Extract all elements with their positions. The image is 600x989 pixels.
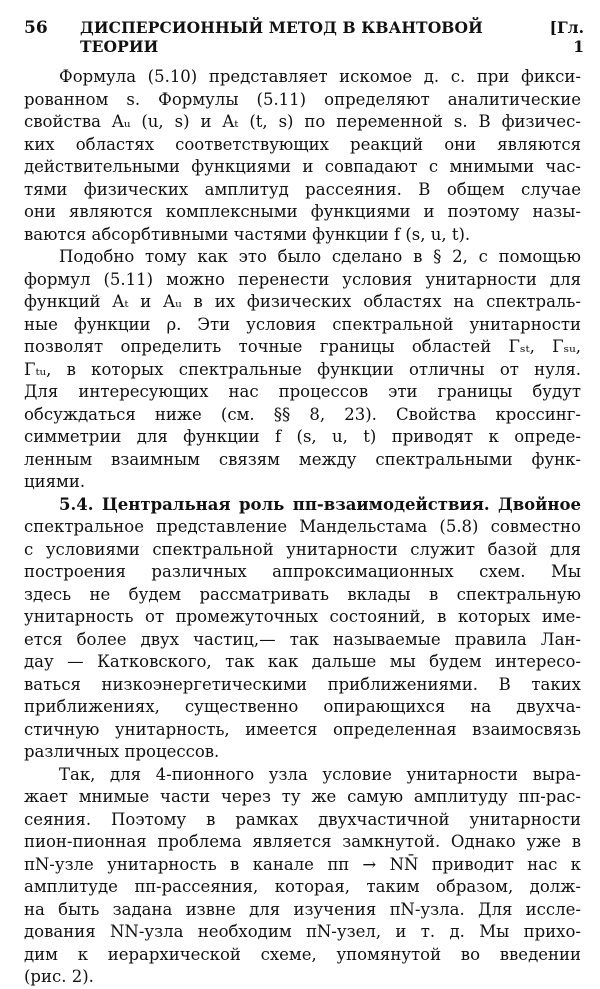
text-line: пион-пионная проблема является замкнутой. Однако уже в bbox=[24, 832, 581, 851]
text-line: здесь не будем рассматривать вклады в спектральную bbox=[24, 584, 581, 604]
text-line: спектральное представление Мандельстама (5.8) совместно bbox=[24, 517, 581, 536]
page-header bbox=[24, 18, 584, 56]
text-line: πN-узле унитарность в канале ππ → NN̄ приводит нас к bbox=[24, 854, 581, 874]
section-heading-line: 5.4. Центральная роль ππ-взаимодействия. Двойное bbox=[59, 494, 581, 514]
text-line: стичную унитарность, имеется определенная взаимосвязь bbox=[24, 719, 581, 739]
text-line: циями. bbox=[24, 472, 86, 491]
text-line: формул (5.11) можно перенести условия унитарности для bbox=[24, 269, 581, 289]
text-line: тями физических амплитуд рассеяния. В общем случае bbox=[24, 179, 581, 199]
text-line: обсуждаться ниже (см. §§ 8, 23). Свойства кроссинг- bbox=[24, 404, 581, 424]
text-line: построения различных аппроксимационных схем. Мы bbox=[24, 562, 581, 581]
text-line: Так, для 4-пионного узла условие унитарности выра- bbox=[59, 764, 581, 784]
text-line: ких областях соответствующих реакций они являются bbox=[24, 134, 581, 154]
chapter-marker: [Гл. 1 bbox=[549, 18, 584, 56]
text-line: унитарность от промежуточных состояний, в которых име- bbox=[24, 607, 581, 626]
page-number: 56 bbox=[24, 18, 48, 38]
text-line: ваются абсорбтивными частями функции f (s, u, t). bbox=[24, 224, 471, 244]
text-line: амплитуде ππ-рассеяния, которая, таким образом, долж- bbox=[24, 877, 581, 896]
running-title: ДИСПЕРСИОННЫЙ МЕТОД В КВАНТОВОЙ ТЕОРИИ bbox=[80, 18, 483, 56]
text-line: (рис. 2). bbox=[24, 967, 94, 986]
text-line: свойства Aᵤ (u, s) и Aₜ (t, s) по переменной s. В физичес- bbox=[24, 112, 581, 131]
text-line: рованном s. Формулы (5.11) определяют аналитические bbox=[24, 89, 581, 109]
text-line: Подобно тому как это было сделано в § 2, с помощью bbox=[59, 247, 581, 266]
text-line: дования NN-узла необходим πN-узел, и т. д. Мы прихо- bbox=[24, 922, 581, 941]
text-line: приближениях, существенно опирающихся на двухча- bbox=[24, 697, 581, 716]
text-line: Формула (5.10) представляет искомое д. с. при фикси- bbox=[59, 67, 581, 86]
text-line: жает мнимые части через ту же самую амплитуду ππ-рас- bbox=[24, 787, 581, 806]
text-line: дим к иерархической схеме, упомянутой во введении bbox=[24, 944, 581, 964]
text-line: ленным взаимным связям между спектральными функ- bbox=[24, 449, 581, 469]
text-line: Γₜᵤ, в которых спектральные функции отличны от нуля. bbox=[24, 359, 581, 379]
text-line: на быть задана извне для изучения πN-узла. Для иссле- bbox=[24, 899, 581, 919]
text-line: сеяния. Поэтому в рамках двухчастичной унитарности bbox=[24, 809, 581, 829]
text-line: функций Aₜ и Aᵤ в их физических областях на спектраль- bbox=[24, 292, 581, 311]
text-line: с условиями спектральной унитарности служит базой для bbox=[24, 539, 581, 559]
text-line: ные функции ρ. Эти условия спектральной унитарности bbox=[24, 314, 581, 334]
text-line: дау — Катковского, так как дальше мы будем интересо- bbox=[24, 652, 581, 671]
text-line: ется более двух частиц,— так называемые правила Лан- bbox=[24, 629, 581, 649]
text-line: действительными функциями и совпадают с мнимыми час- bbox=[24, 157, 581, 176]
text-line: симметрии для функции f (s, u, t) приводят к опреде- bbox=[24, 427, 581, 446]
text-line: различных процессов. bbox=[24, 742, 220, 761]
text-line: Для интересующих нас процессов эти границы будут bbox=[24, 382, 581, 401]
text-line: позволят определить точные границы областей Γₛₜ, Γₛᵤ, bbox=[24, 337, 581, 356]
text-line: ваться низкоэнергетическими приближениями. В таких bbox=[24, 674, 581, 694]
body-text bbox=[24, 66, 581, 989]
text-line: они являются комплексными функциями и поэтому назы- bbox=[24, 202, 581, 221]
